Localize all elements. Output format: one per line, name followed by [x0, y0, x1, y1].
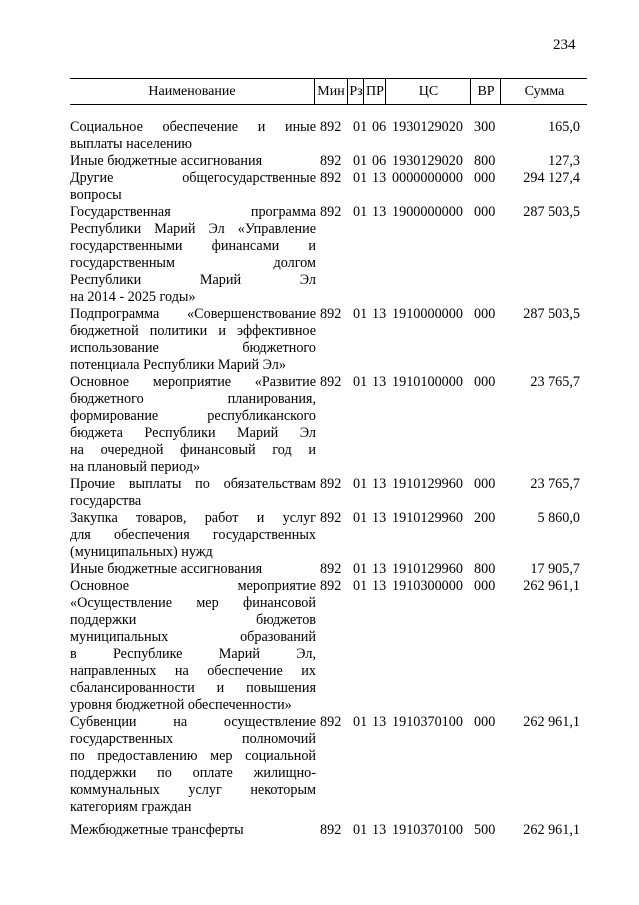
row-name-line: «Осуществление мер финансовой	[70, 595, 316, 611]
row-name-line: государственными финансами и	[70, 238, 316, 254]
row-name-line: Основное мероприятие «Развитие	[70, 374, 316, 390]
row-min: 892	[320, 306, 342, 322]
table-body	[70, 119, 587, 839]
table-row	[70, 204, 587, 306]
row-vr: 500	[474, 822, 496, 838]
row-rz: 01	[353, 476, 368, 492]
row-name-line: Другие общегосударственные	[70, 170, 316, 186]
table-row	[70, 578, 587, 714]
row-cs: 1900000000	[392, 204, 463, 220]
row-name-line: Республики Марий Эл	[70, 272, 316, 288]
row-name-line: коммунальных услуг некоторым	[70, 782, 316, 798]
table-row	[70, 119, 587, 153]
row-pr: 13	[372, 510, 387, 526]
row-name-line: сбалансированности и повышения	[70, 680, 316, 696]
row-min: 892	[320, 578, 342, 594]
row-name-line: государственным долгом	[70, 255, 316, 271]
row-name-line: уровня бюджетной обеспеченности»	[70, 697, 292, 713]
row-sum: 23 765,7	[530, 374, 580, 390]
row-name-line: Республики Марий Эл «Управление	[70, 221, 316, 237]
row-name-line: категориям граждан	[70, 799, 192, 815]
row-rz: 01	[353, 510, 368, 526]
row-cs: 1910370100	[392, 714, 463, 730]
row-rz: 01	[353, 306, 368, 322]
row-name-line: выплаты населению	[70, 136, 192, 152]
table-row	[70, 561, 587, 578]
row-name	[70, 714, 316, 816]
row-rz: 01	[353, 170, 368, 186]
row-name-line: Иные бюджетные ассигнования	[70, 153, 263, 169]
row-cs: 1910100000	[392, 374, 463, 390]
row-pr: 13	[372, 714, 387, 730]
row-sum: 23 765,7	[530, 476, 580, 492]
row-min: 892	[320, 510, 342, 526]
row-name-line: Межбюджетные трансферты	[70, 822, 244, 838]
header-cs: ЦС	[385, 79, 471, 104]
row-rz: 01	[353, 578, 368, 594]
row-vr: 000	[474, 306, 496, 322]
header-min: Мин	[314, 79, 347, 104]
row-name-line: на очередной финансовый год и	[70, 442, 316, 458]
header-pr: ПР	[363, 79, 386, 104]
row-name-line: Закупка товаров, работ и услуг	[70, 510, 316, 526]
row-name-line: поддержки по оплате жилищно-	[70, 765, 316, 781]
row-rz: 01	[353, 204, 368, 220]
row-sum: 165,0	[548, 119, 580, 135]
row-vr: 000	[474, 204, 496, 220]
row-rz: 01	[353, 561, 368, 577]
row-pr: 13	[372, 822, 387, 838]
row-sum: 262 961,1	[523, 714, 580, 730]
table-row	[70, 822, 587, 839]
row-rz: 01	[353, 374, 368, 390]
row-vr: 000	[474, 714, 496, 730]
row-name-line: государства	[70, 493, 142, 509]
row-name-line: на плановый период»	[70, 459, 201, 475]
row-rz: 01	[353, 822, 368, 838]
row-min: 892	[320, 153, 342, 169]
table-row	[70, 170, 587, 204]
row-vr: 000	[474, 170, 496, 186]
header-sum: Сумма	[500, 79, 588, 104]
table-row	[70, 153, 587, 170]
row-cs: 1910129960	[392, 510, 463, 526]
row-cs: 0000000000	[392, 170, 463, 186]
row-cs: 1910000000	[392, 306, 463, 322]
row-min: 892	[320, 822, 342, 838]
row-name-line: по предоставлению мер социальной	[70, 748, 316, 764]
row-name-line: на 2014 - 2025 годы»	[70, 289, 196, 305]
row-name-line: муниципальных образований	[70, 629, 316, 645]
row-min: 892	[320, 561, 342, 577]
row-name-line: в Республике Марий Эл,	[70, 646, 316, 662]
row-min: 892	[320, 204, 342, 220]
row-name-line: бюджетной политики и эффективное	[70, 323, 316, 339]
row-pr: 13	[372, 561, 387, 577]
header-vr: ВР	[470, 79, 501, 104]
row-pr: 13	[372, 204, 387, 220]
row-min: 892	[320, 714, 342, 730]
row-pr: 13	[372, 374, 387, 390]
row-vr: 800	[474, 153, 496, 169]
row-name-line: бюджета Республики Марий Эл	[70, 425, 316, 441]
row-name-line: (муниципальных) нужд	[70, 544, 213, 560]
table-header	[70, 78, 587, 105]
row-name-line: Государственная программа	[70, 204, 316, 220]
row-vr: 000	[474, 578, 496, 594]
row-sum: 127,3	[548, 153, 580, 169]
row-name	[70, 561, 316, 578]
row-name-line: направленных на обеспечение их	[70, 663, 316, 679]
row-pr: 13	[372, 578, 387, 594]
row-name-line: бюджетного планирования,	[70, 391, 316, 407]
row-cs: 1930129020	[392, 153, 463, 169]
row-name	[70, 204, 316, 306]
row-name-line: для обеспечения государственных	[70, 527, 316, 543]
row-name-line: вопросы	[70, 187, 122, 203]
row-name-line: Иные бюджетные ассигнования	[70, 561, 263, 577]
row-sum: 287 503,5	[523, 204, 580, 220]
row-sum: 287 503,5	[523, 306, 580, 322]
row-min: 892	[320, 170, 342, 186]
row-vr: 300	[474, 119, 496, 135]
row-name-line: Подпрограмма «Совершенствование	[70, 306, 316, 322]
row-rz: 01	[353, 119, 368, 135]
row-name-line: использование бюджетного	[70, 340, 316, 356]
row-name-line: потенциала Республики Марий Эл»	[70, 357, 286, 373]
row-vr: 000	[474, 476, 496, 492]
table-row	[70, 510, 587, 561]
row-pr: 06	[372, 153, 387, 169]
row-rz: 01	[353, 714, 368, 730]
row-sum: 17 905,7	[530, 561, 580, 577]
row-pr: 06	[372, 119, 387, 135]
row-name-line: Прочие выплаты по обязательствам	[70, 476, 316, 492]
row-name	[70, 578, 316, 714]
row-sum: 262 961,1	[523, 822, 580, 838]
row-cs: 1910370100	[392, 822, 463, 838]
row-cs: 1930129020	[392, 119, 463, 135]
row-name	[70, 170, 316, 204]
row-vr: 000	[474, 374, 496, 390]
row-name-line: Субвенции на осуществление	[70, 714, 316, 730]
row-name-line: Основное мероприятие	[70, 578, 316, 594]
row-name	[70, 306, 316, 374]
row-pr: 13	[372, 170, 387, 186]
page-number: 234	[553, 37, 576, 53]
row-pr: 13	[372, 306, 387, 322]
table-row	[70, 714, 587, 816]
row-name-line: формирование республиканского	[70, 408, 316, 424]
row-name	[70, 822, 316, 839]
row-vr: 800	[474, 561, 496, 577]
table-row	[70, 306, 587, 374]
row-name	[70, 510, 316, 561]
row-name	[70, 476, 316, 510]
row-pr: 13	[372, 476, 387, 492]
table-row	[70, 476, 587, 510]
row-sum: 294 127,4	[523, 170, 580, 186]
header-name: Наименование	[148, 84, 236, 99]
row-name	[70, 119, 316, 153]
row-cs: 1910129960	[392, 476, 463, 492]
row-name	[70, 153, 316, 170]
row-cs: 1910300000	[392, 578, 463, 594]
header-rz: Рз	[347, 79, 364, 104]
row-cs: 1910129960	[392, 561, 463, 577]
table-row	[70, 374, 587, 476]
row-name-line: поддержки бюджетов	[70, 612, 316, 628]
row-name	[70, 374, 316, 476]
row-name-line: государственных полномочий	[70, 731, 316, 747]
row-min: 892	[320, 476, 342, 492]
row-sum: 5 860,0	[537, 510, 580, 526]
row-min: 892	[320, 119, 342, 135]
row-rz: 01	[353, 153, 368, 169]
row-vr: 200	[474, 510, 496, 526]
row-sum: 262 961,1	[523, 578, 580, 594]
row-min: 892	[320, 374, 342, 390]
row-name-line: Социальное обеспечение и иные	[70, 119, 316, 135]
